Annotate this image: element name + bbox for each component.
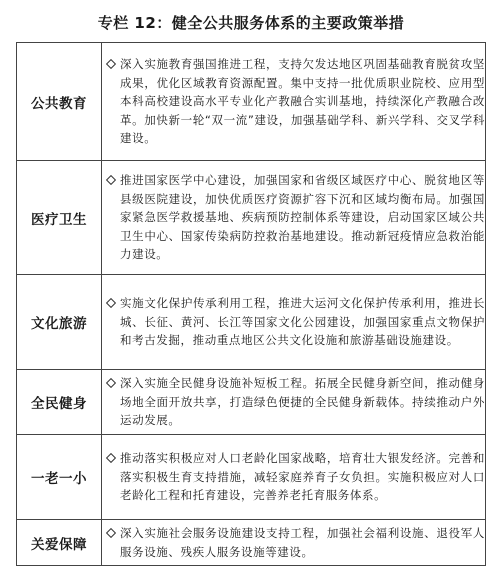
- category-cell: 文化旅游: [17, 275, 102, 370]
- table-row: [17, 435, 486, 520]
- list-item: [102, 374, 485, 430]
- item-text: 实施文化保护传承利用工程，推进大运河文化保护传承利用，推进长城、长征、黄河、长江等国家文化公园建设，加强国家重点文物保护和考古发掘，推动重点地区公共文化设施和旅游基础设施建设。: [120, 296, 485, 348]
- diamond-bullet-icon: [102, 374, 120, 392]
- category-cell: 关爱保障: [17, 520, 102, 566]
- content-cell: [102, 435, 486, 520]
- table-row: [17, 275, 486, 370]
- list-item: [102, 449, 485, 505]
- category-cell: 全民健身: [17, 370, 102, 435]
- category-cell: 一老一小: [17, 435, 102, 520]
- content-cell: [102, 520, 486, 566]
- content-cell: [102, 370, 486, 435]
- diamond-bullet-icon: [102, 449, 120, 467]
- content-cell: [102, 43, 486, 161]
- diamond-bullet-icon: [102, 171, 120, 189]
- content-cell: [102, 161, 486, 275]
- content-cell: [102, 275, 486, 370]
- item-text: 深入实施全民健身设施补短板工程。拓展全民健身新空间，推动健身场地全面开放共享，打造绿色便捷的全民健身新载体。持续推动户外运动发展。: [120, 376, 485, 428]
- list-item: [102, 294, 485, 350]
- item-text: 推进国家医学中心建设，加强国家和省级区域医疗中心、脱贫地区等县级医院建设，加快优质医疗资源扩容下沉和区域均衡布局。加强国家紧急医学救援基地、疾病预防控制体系等建设，启动国家区域公共卫生中心、国家传染病防控救治基地建设。推动新冠疫情应急救治能力建设。: [120, 173, 485, 262]
- list-item: [102, 55, 485, 148]
- category-cell: 医疗卫生: [17, 161, 102, 275]
- diamond-bullet-icon: [102, 294, 120, 312]
- diamond-bullet-icon: [102, 524, 120, 542]
- item-text: 推动落实积极应对人口老龄化国家战略，培育壮大银发经济。完善和落实积极生育支持措施，减轻家庭养育子女负担。实施积极应对人口老龄化工程和托育建设，完善养老托育服务体系。: [120, 451, 485, 503]
- table-row: [17, 161, 486, 275]
- list-item: [102, 171, 485, 264]
- table-row: [17, 520, 486, 566]
- item-text: 深入实施社会服务设施建设支持工程，加强社会福利设施、退役军人服务设施、残疾人服务设施等建设。: [120, 525, 485, 559]
- diamond-bullet-icon: [102, 55, 120, 73]
- list-item: [102, 524, 485, 561]
- policy-table: [16, 42, 486, 566]
- category-cell: 公共教育: [17, 43, 102, 161]
- table-row: [17, 370, 486, 435]
- box-title: 专栏 12：健全公共服务体系的主要政策举措: [97, 14, 405, 32]
- table-row: [17, 43, 486, 161]
- item-text: 深入实施教育强国推进工程，支持欠发达地区巩固基础教育脱贫攻坚成果，优化区域教育资源配置。集中支持一批优质职业院校、应用型本科高校建设高水平专业化产教融合实训基地，持续深化产教融合改革。加快新一轮“双一流”建设，加强基础学科、新兴学科、交叉学科建设。: [120, 57, 485, 146]
